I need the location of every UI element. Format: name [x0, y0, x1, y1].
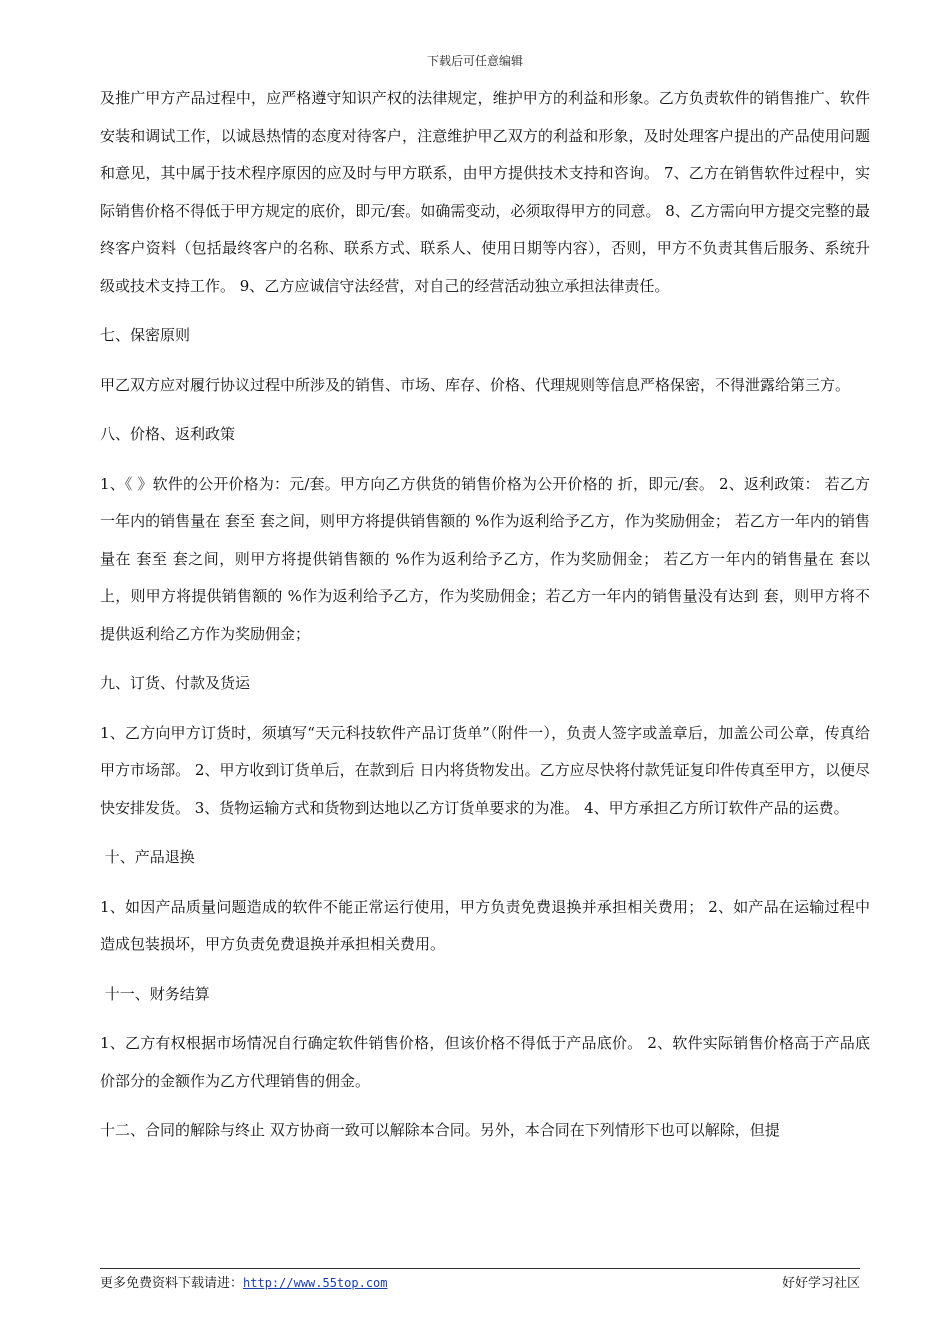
footer-link[interactable]: http://www.55top.com — [243, 1276, 388, 1290]
paragraph: 及推广甲方产品过程中，应严格遵守知识产权的法律规定，维护甲方的利益和形象。乙方负责软件的销售推广、软件安装和调试工作，以诚恳热情的态度对待客户，注意维护甲乙双方的利益和形象，及时处理客户提出的产品使用问题和意见，其中属于技术程序原因的应及时与甲方联系，由甲方提供技术支持和咨询。 7、乙方在销售软件过程中，实际销售价格不得低于甲方规定的底价，即元/套。如确需变动，必须取得甲方的同意。 8、乙方需向甲方提交完整的最终客户资料（包括最终客户的名称、联系方式、联系人、使用日期等内容），否则，甲方不负责其售后服务、系统升级或技术支持工作。 9、乙方应诚信守法经营，对自己的经营活动独立承担法律责任。 — [100, 89, 870, 295]
section-heading: 九、订货、付款及货运 — [100, 674, 251, 692]
footer-right: 好好学习社区 — [781, 1276, 860, 1291]
document-body — [100, 80, 870, 1162]
page-footer — [100, 1268, 860, 1291]
paragraph: 十二、合同的解除与终止 双方协商一致可以解除本合同。另外，本合同在下列情形下也可以解除，但提 — [100, 1121, 780, 1139]
paragraph: 1、《 》软件的公开价格为：元/套。甲方向乙方供货的销售价格为公开价格的 折，即元/套。 2、返利政策： 若乙方一年内的销售量在 套至 套之间，则甲方将提供销售额的 %作为返利给予乙方，作为奖励佣金； 若乙方一年内的销售量在 套至 套之间，则甲方将提供销售额的 %作为返利给予乙方，作为奖励佣金； 若乙方一年内的销售量在 套以上，则甲方将提供销售额的 %作为返利给予乙方，作为奖励佣金；若乙方一年内的销售量没有达到 套，则甲方将不提供返利给乙方作为奖励佣金； — [100, 474, 870, 643]
paragraph: 1、乙方向甲方订货时，须填写“天元科技软件产品订货单”（附件一），负责人签字或盖章后，加盖公司公章，传真给甲方市场部。 2、甲方收到订货单后，在款到后 日内将货物发出。乙方应尽快将付款凭证复印件传真至甲方，以便尽快安排发货。 3、货物运输方式和货物到达地以乙方订货单要求的为准。 4、甲方承担乙方所订软件产品的运费。 — [100, 723, 870, 817]
footer-left — [100, 1272, 388, 1291]
paragraph: 甲乙双方应对履行协议过程中所涉及的销售、市场、库存、价格、代理规则等信息严格保密，不得泄露给第三方。 — [100, 375, 851, 394]
paragraph: 1、乙方有权根据市场情况自行确定软件销售价格，但该价格不得低于产品底价。 2、软件实际销售价格高于产品底价部分的金额作为乙方代理销售的佣金。 — [100, 1034, 870, 1090]
section-heading: 十一、财务结算 — [100, 984, 210, 1003]
footer-label: 更多免费资料下载请进： — [100, 1276, 244, 1291]
section-heading: 七、保密原则 — [100, 326, 191, 344]
section-heading: 八、价格、返利政策 — [100, 425, 236, 443]
page-header: 下载后可任意编辑 — [426, 54, 523, 68]
paragraph: 1、如因产品质量问题造成的软件不能正常运行使用，甲方负责免费退换并承担相关费用； 2、如产品在运输过程中造成包装损坏，甲方负责免费退换并承担相关费用。 — [100, 897, 870, 953]
section-heading: 十、产品退换 — [100, 848, 195, 866]
